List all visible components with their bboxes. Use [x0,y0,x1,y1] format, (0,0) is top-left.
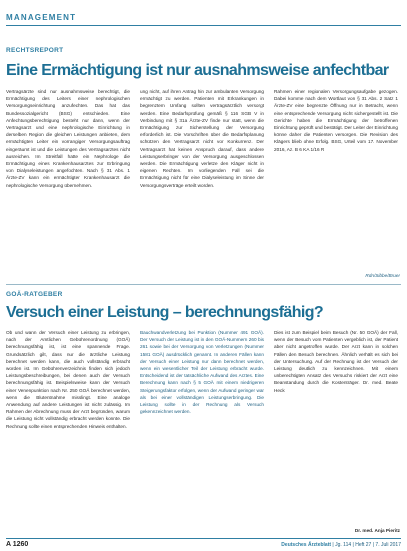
article1-headline: Eine Ermächtigung ist nur ausnahmsweise anfechtbar [6,62,389,79]
journal-info [281,542,401,548]
footer-rule [6,538,401,539]
journal-name: Deutsches Ärzteblatt [281,542,332,548]
section-label: MANAGEMENT [6,13,77,22]
article1-column-3: Rahmen einer regionalen Versorgungsaufgabe gezogen. Dabei komme nach dem Wortlaut von § 31 Abs. 2 Satz 1 Ärzte-ZV eine begrenzte Öffnung nur in Betracht, wenn eine entsprechende Versorgung nicht sichergestellt ist. Die Gerichte haben die Ermächtigung der betroffenen Einrichtung geprüft und bestätigt. Der Leiter der Einrichtung könne daher die Patienten versorgen. Die Revision des Klägers blieb ohne Erfolg. BSG, Urteil vom 17. November 2016, Az. B 6 KA 1/16 R [274,89,398,152]
article1-signature: Rdn/Sibbe/Bruer [365,273,400,278]
article2-column-2: Bauchwandverletzung bei Punktion (Nummer 491 GOÄ). Der Versuch der Leistung ist in den GOÄ-Nummern 260 bis 261 sowie bei der Versorgung von Verletzungen (Nummer 1581 GOÄ) ausdrücklich genannt. In anderen Fällen kann der Versuch einer Leistung nur dann berechnet werden, wenn ein wesentlicher Teil der Leistung erbracht wurde. Entscheidend ist der tatsächliche Aufwand des Arztes. Eine Berechnung kann nach § 5 GOÄ mit einem niedrigeren Steigerungsfaktor erfolgen, wenn der Aufwand geringer war als bei einer vollständigen Leistungserbringung. Die Leistung sollte in der Rechnung als Versuch gekennzeichnet werden. [140,330,264,415]
article2-column-3: Dies ist zum Beispiel beim Besuch (Nr. 50 GOÄ) der Fall, wenn der Besuch vom Patienten vergeblich ist, der Patient aber nicht angetroffen wurde. Der Arzt kann in solchen Fällen den Besuch berechnen. Ähnlich verhält es sich bei der Untersuchung. Auf der Rechnung ist der Versuch der Leistung deutlich zu kennzeichnen. Mit einem unberechtigten Ansatz des Versuchs riskiert der Arzt eine Beanstandung durch die Kostenträger. Dr. med. Beate Heck [274,330,398,393]
article1-kicker: RECHTSREPORT [6,47,64,54]
article2-column-1: Ob und wann der Versuch einer Leistung zu erbringen, nach der Amtlichen Gebührenordnung (GOÄ) berechnungsfähig ist, ist eine spannende Frage. Grundsätzlich gilt, dass nur die ärztliche Leistung berechnet werden kann, die auch vollständig erbracht worden ist. Im Gebührenverzeichnis finden sich jedoch Leistungsbeschreibungen, bei denen auch der Versuch berechnungsfähig ist. Beispielsweise kann der Versuch einer Venenpunktion nach Nr. 250 GOÄ berechnet werden, wenn die Blutentnahme misslingt. Eine analoge Anwendung auf andere Leistungen ist nicht zulässig. Im Rahmen der Abrechnung muss der Arzt begründen, warum die Leistung nicht vollständig erbracht werden konnte. Die Rechnung sollte einen entsprechenden Hinweis enthalten. [6,330,130,429]
article2-signature: Dr. med. Anja Pieritz [354,528,400,533]
article1-column-1: Vertragsärzte sind nur ausnahmsweise berechtigt, die Ermächtigung des Leiters einer nephrologischen Versorgungseinrichtung anzufechten. Das hat das Bundessozialgericht (BSG) entschieden. Eine Anfechtungsberechtigung besteht nur dann, wenn der Vertragsarzt und eine nephrologische Einrichtung in derselben Region die gleichen Leistungen anbieten, dem ermächtigten Leiter ein vorrangiger Versorgungsauftrag eingeräumt ist und die Leistungen des Vertragsarztes nicht ausreichen. Im Streitfall hatte ein Nephrologe die Ermächtigung eines Krankenhausarztes zur Erbringung von Dialyseleistungen angefochten. Nach § 31 Abs. 1 Ärzte-ZV kann ein ermächtigter Krankenhausarzt die nephrologische Versorgung übernehmen. [6,89,130,188]
article-separator [6,284,401,285]
page-number: A 1260 [6,541,29,548]
section-header [6,13,401,27]
article2-kicker: GOÄ-RATGEBER [6,291,63,298]
article2-headline: Versuch einer Leistung – berechnungsfähig? [6,304,324,321]
journal-issue: | Jg. 114 | Heft 27 | 7. Juli 2017 [332,542,401,548]
section-rule [6,25,401,26]
article1-column-2: ung nicht, auf ihren Antrag hin zur ambulanten Versorgung ermächtigt zu werden. Patienten mit Erkrankungen in begrenztem Umfang sollten vertragsärztlich versorgt werden. Eine Bedarfsprüfung gemäß § 116 SGB V in Verbindung mit § 31a Ärzte-ZV finde nur statt, wenn die Ermächtigung zur Sicherstellung der Versorgung erforderlich ist. Die Vorschriften über die Bedarfsplanung schützen den Vertragsarzt nicht vor Konkurrenz. Der Vertragsarzt hat keinen Anspruch darauf, dass andere Leistungserbringer von der Versorgung ausgeschlossen werden. Die Ermächtigung verletze den Kläger nicht in eigenen Rechten. Im vorliegenden Fall sei die Ermächtigung nicht für eine Dialyseleistung im Sinne der Versorgungsverträge erteilt worden. [140,89,264,188]
